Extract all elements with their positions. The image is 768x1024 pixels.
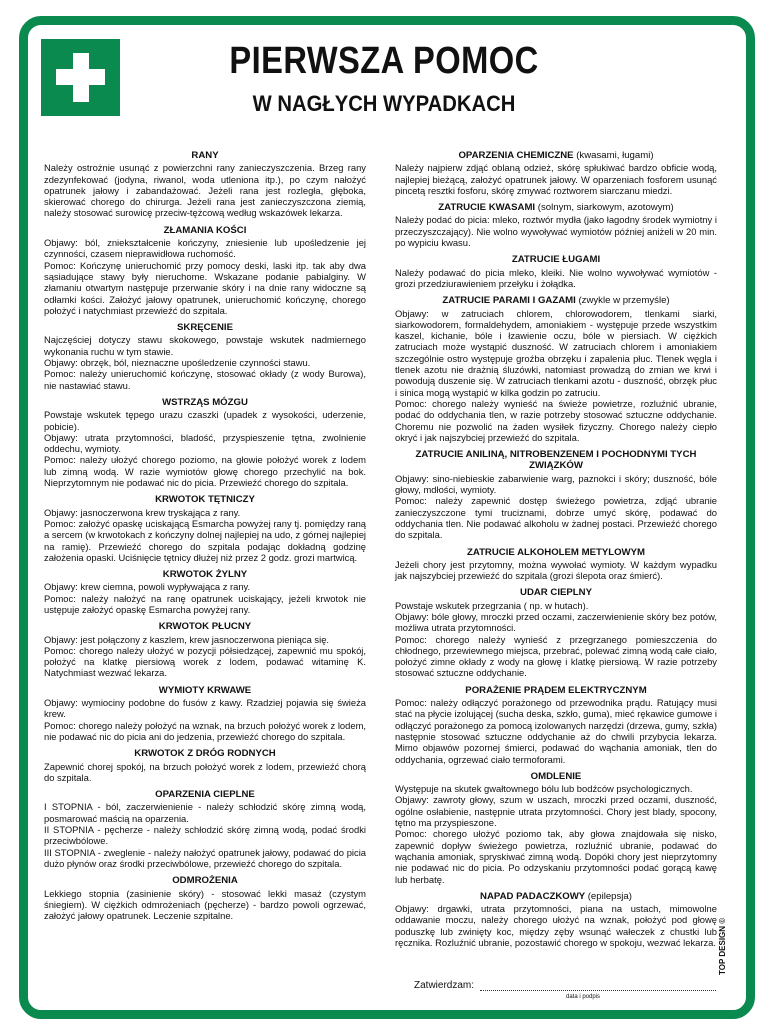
section-text: I STOPNIA - ból, zaczerwienienie - należy schłodzić skórę zimną wodą, posmarować maścią na oparzenia. (44, 801, 366, 824)
section-zatrucie-lugami (395, 254, 717, 289)
section-title: RANY (191, 150, 219, 161)
approve-label: Zatwierdzam: (414, 980, 475, 991)
page-subtitle: W NAGŁYCH WYPADKACH (252, 91, 516, 116)
section-text: Zapewnić chorej spokój, na brzuch położyć worek z lodem, przewieźć chorą do szpitala. (44, 760, 366, 783)
signature-line (480, 990, 716, 991)
section-text: Pomoc: chorego ułożyć poziomo tak, aby głowa znajdowała się nisko, zapewnić dopływ świeżego powietrza, rozluźnić ubranie, podawać do wąchania amoniak, spryskiwać zimną wodą. Dopóki chory jest nieprzytomny nie podawać nic do picia. Po odzyskaniu przytomności podać gorącą kawę lub herbatę. (395, 828, 717, 885)
section-text: Należy podawać do picia mleko, kleiki. Nie wolno wywoływać wymiotów - grozi przedziurawieniem przełyku i żołądka. (395, 266, 717, 289)
section-zatrucie-metylowym (395, 547, 717, 582)
section-text: Pomoc: należy zapewnić dostęp świeżego powietrza, zdjąć ubranie zanieczyszczone tymi truciznami, dobrze umyć skórę, podawać do oddychania tlen. Nie podawać alkoholu w żadnej postaci. Przewieźć chorego do szpitala. (395, 495, 717, 541)
section-text: Objawy: jest połączony z kaszlem, krew jasnoczerwona pieniąca się. (44, 633, 330, 645)
section-title: UDAR CIEPLNY (520, 587, 592, 599)
section-odmrozenia (44, 875, 366, 921)
section-udar-cieplny (395, 587, 717, 678)
section-title: PORAŻENIE PRĄDEM ELEKTRYCZNYM (465, 684, 647, 696)
section-title: ZATRUCIE KWASAMI (solnym, siarkowym, azotowym) (438, 202, 674, 214)
section-text: Jeżeli chory jest przytomny, można wywołać wymioty. W każdym wypadku jak najszybciej przewieźć do szpitala (grozi ślepota oraz śmierć). (395, 558, 717, 582)
section-text: Lekkiego stopnia (zasinienie skóry) - stosować lekki masaż (czystym śniegiem). W ciężkich odmrożeniach (pęcherze) - bardzo powoli ogrzewać, założyć jałowy opatrunek. Leczenie szpitalne. (44, 887, 366, 922)
section-text: Objawy: bóle głowy, mroczki przed oczami, zaczerwienienie skóry bez potów, możliwa utrata przytomności. (395, 610, 717, 634)
section-krwotok-zylny (44, 569, 366, 615)
section-zatrucie-gazami (395, 295, 717, 443)
section-title: SKRĘCENIE (177, 322, 233, 334)
section-text: Należy ostrożnie usunąć z powierzchni rany zanieczyszczenia. Brzeg rany zdezynfekować (jodyna, riwanol, woda utleniona itp.), po czym nałożyć opatrunek jałowy i zabandażować. Jeżeli rana jest rozległa, głęboka, skierować chorego do chirurga. Jeżeli rana jest zanieczyszczona ziemią, należy stosować surowicę przeciw-tężcową według wskazówek lekarza. (44, 162, 366, 219)
section-text: Występuje na skutek gwałtownego bólu lub bodźców psychologicznych. (395, 783, 693, 795)
signature-note: data i podpis (566, 994, 601, 1000)
section-text: Powstaje wskutek przegrzania ( np. w hutach). (395, 599, 589, 611)
section-oparzenia-chemiczne (395, 150, 717, 196)
section-text: Pomoc: założyć opaskę uciskającą Esmarcha powyżej rany tj. pomiędzy raną a sercem (w krwotokach z kończyny dolnej najlepiej na udo, z górnej najlepiej na ramię). Przewieźć chorego do szpitala podając dokładną godzinę założenia opaski. Uciśnięcie tętnicy dłużej niż przez 2 godz. grozi martwicą. (44, 517, 366, 563)
section-text: Pomoc: należy unieruchomić kończynę, stosować okłady (z wody Burowa), nie nastawiać stawu. (44, 368, 366, 391)
left-column (44, 150, 366, 927)
section-text: Objawy: wymiociny podobne do fusów z kawy. Rzadziej pojawia się świeża krew. (44, 697, 366, 720)
section-text: Powstaje wskutek tępego urazu czaszki (upadek z wysokości, uderzenie, pobicie). (44, 409, 366, 432)
section-text: Należy podać do picia: mleko, roztwór mydła (jako łagodny środek wymiotny i przeczyszczający). Nie wolno wywoływać wymiotów później aniżeli w 20 min. po wypiciu kwasu. (395, 214, 717, 249)
section-krwotok-tetniczy (44, 494, 366, 563)
page-title: PIERWSZA POMOC (229, 40, 539, 82)
section-title: ZATRUCIE ALKOHOLEM METYLOWYM (467, 546, 645, 558)
section-text: Objawy: krew ciemna, powoli wypływająca z rany. (44, 581, 251, 593)
section-title: ODMROŻENIA (172, 875, 238, 887)
section-text: Pomoc: Kończynę unieruchomić przy pomocy deski, laski itp. tak aby dwa sąsiadujące stawy były nieruchome. Wskazane podanie pabialginy. W złamaniu otwartym następuje przerwanie skóry i na dnie rany widoczne są odłamki kości. Założyć jałowy opatrunek, unieruchomić kończynę, chorego położyć i natychmiast przewieźć do szpitala. (44, 259, 366, 316)
right-column (395, 150, 717, 954)
section-wymioty (44, 685, 366, 742)
section-zlamania (44, 225, 366, 316)
section-napad-padaczkowy (395, 891, 717, 948)
section-rany (44, 150, 366, 219)
section-text: Objawy: obrzęk, ból, nieznaczne upośledzenie czynności stawu. (44, 357, 311, 369)
section-text: Pomoc: chorego należy wynieść na świeże powietrze, rozluźnić ubranie, podać do oddychania tlen, w razie potrzeby stosować sztuczne oddychanie. Choremu nie pozwolić na żaden wysiłek fizyczny. Chorego należy ciepło okryć i jak najszybciej przewieźć do szpitala. (395, 397, 717, 443)
section-skrecenie (44, 322, 366, 391)
section-title: NAPAD PADACZKOWY (epilepsja) (480, 890, 632, 902)
section-text: Najczęściej dotyczy stawu skokowego, powstaje wskutek nadmiernego wykonania ruchu w tym stawie. (44, 334, 366, 357)
section-text: Objawy: jasnoczerwona krew tryskająca z rany. (44, 506, 241, 518)
section-krwotok-rodne (44, 748, 366, 783)
section-text: Objawy: sino-niebieskie zabarwienie warg, paznokci i skóry; duszność, bóle głowy, mdłości, wymioty. (395, 472, 717, 496)
section-title: KRWOTOK Z DRÓG RODNYCH (134, 748, 276, 760)
section-text: II STOPNIA - pęcherze - należy schłodzić skórę zimną wodą, podać środki przeciwbólowe. (44, 824, 366, 847)
section-title: KRWOTOK PŁUCNY (158, 621, 252, 633)
section-title: ZŁAMANIA KOŚCI (163, 224, 247, 236)
section-title: OMDLENIE (530, 770, 582, 782)
section-text: Objawy: ból, zniekształcenie kończyny, zniesienie lub upośledzenie jej czynności, czasem nieprawidłowa ruchomość. (44, 237, 366, 260)
section-krwotok-plucny (44, 621, 366, 678)
section-title: ZATRUCIE PARAMI I GAZAMI (zwykle w przemyśle) (442, 295, 670, 307)
brand-mark: TOP DESIGN © (718, 917, 727, 975)
section-zatrucie-kwasami (395, 202, 717, 248)
section-text: Objawy: drgawki, utrata przytomności, piana na ustach, mimowolne oddawanie moczu, należy chorego ułożyć na wznak, położyć pod głowę poduszkę lub zwinięty koc, między zęby wsunąć wałeczek z chustki lub ręcznika. Rozluźnić ubranie, pozostawić chorego w spokoju, wezwać lekarza. (395, 903, 717, 948)
section-title: OPARZENIA CIEPLNE (155, 789, 255, 801)
section-text: Pomoc: należy odłączyć porażonego od przewodnika prądu. Ratujący musi stać na płycie izolującej (sucha deska, szkło, guma), mieć rękawice gumowe i odłączyć porażonego za pomocą izolowanych narzędzi (drzewa, gumy, szkła) następnie stosować sztuczne oddychanie aż do chwili przybycia lekarza. Mimo objawów pozornej śmierci, podawać do wąchania amoniak, tlen do oddychania, ogrzewać ciało termoforami. (395, 697, 718, 765)
section-text: Pomoc: należy ułożyć chorego poziomo, na głowie położyć worek z lodem lub zimną wodą. W razie wymiotów głowę chorego przechylić na bok. Nieprzytomnym nie podawać nic do picia. Przewieźć chorego do szpitala. (44, 454, 366, 489)
section-title: WSTRZĄS MÓZGU (162, 396, 248, 408)
section-text: Pomoc: chorego należy ułożyć w pozycji półsiedzącej, zapewnić mu spokój, położyć na klatkę piersiową worek z lodem, podawać witaminę K. Natychmiast wezwać lekarza. (44, 644, 366, 679)
section-text: Objawy: w zatruciach chlorem, chlorowodorem, tlenkami siarki, siarkowodorem, formaldehydem, amoniakiem - występuje przede wszystkim kaszel, kichanie, bóle i łzawienie oczu, bóle w piersiach. W ciężkich zatruciach może wystąpić duszność. W zatruciach chlorem i amoniakiem szczególnie ostro występuje groźba obrzęku i zapalenia płuc. Tlenek węgla i tlenek azotu nie drażnią śluzówki, natomiast prowadzą do zmian we krwi i powodują duszenie się. W zatruciach tlenkami azotu - duszność, obrzęk płuc i sinica mogą wystąpić w kilka godzin po zatruciu. (395, 307, 717, 398)
section-title: WYMIOTY KRWAWE (158, 684, 252, 696)
section-text: Pomoc: chorego należy położyć na wznak, na brzuch położyć worek z lodem, nie podawać nic do picia ani do jedzenia, przewieźć chorego do szpitala. (44, 719, 366, 742)
section-text: Pomoc: chorego należy wynieść z przegrzanego pomieszczenia do chłodnego, przewiewnego miejsca, przebrać, polewać zimną wodą całe ciało, położyć zimne okłady z wody na głowę i klatkę piersiową. W razie potrzeby stosować sztuczne oddychanie. (395, 633, 717, 679)
section-text: Objawy: utrata przytomności, bladość, przyspieszenie tętna, zwolnienie oddechu, wymioty. (44, 431, 366, 455)
section-text: III STOPNIA - zweglenie - należy nałożyć opatrunek jałowy, podawać do picia dużo płynów oraz środki przeciwbólowe, przewieźć chorego do szpitala. (44, 846, 366, 869)
section-title: ZATRUCIE ŁUGAMI (511, 254, 601, 266)
section-text: Należy najpierw zdjąć oblaną odzież, skórę spłukiwać bardzo obficie wodą, najlepiej bieżącą, założyć opatrunek jałowy. W oparzeniach fosforem usunąć pincetą resztki fosforu, skórę zmywać roztworem siarczanu miedzi. (395, 162, 717, 196)
section-text: Pomoc: należy nałożyć na ranę opatrunek uciskający, jeżeli krwotok nie ustępuje założyć opaskę Esmarcha powyżej rany. (44, 592, 366, 615)
section-text: Objawy: zawroty głowy, szum w uszach, mroczki przed oczami, duszność, ogólne osłabienie, następnie utrata przytomności. Chory jest blady, spocony, tętno ma przyspieszone. (395, 794, 717, 829)
section-wstrzas (44, 397, 366, 488)
section-title: OPARZENIA CHEMICZNE (kwasami, ługami) (458, 150, 654, 161)
section-zatrucie-anilina (395, 449, 717, 540)
section-title: KRWOTOK TĘTNICZY (155, 494, 255, 506)
section-porazenie (395, 685, 717, 765)
section-omdlenie (395, 771, 717, 885)
section-title: KRWOTOK ŻYLNY (162, 569, 248, 581)
section-title: ZATRUCIE ANILINĄ, NITROBENZENEM I POCHODNYMI TYCH ZWIĄZKÓW (415, 449, 697, 472)
section-oparzenia (44, 789, 366, 869)
